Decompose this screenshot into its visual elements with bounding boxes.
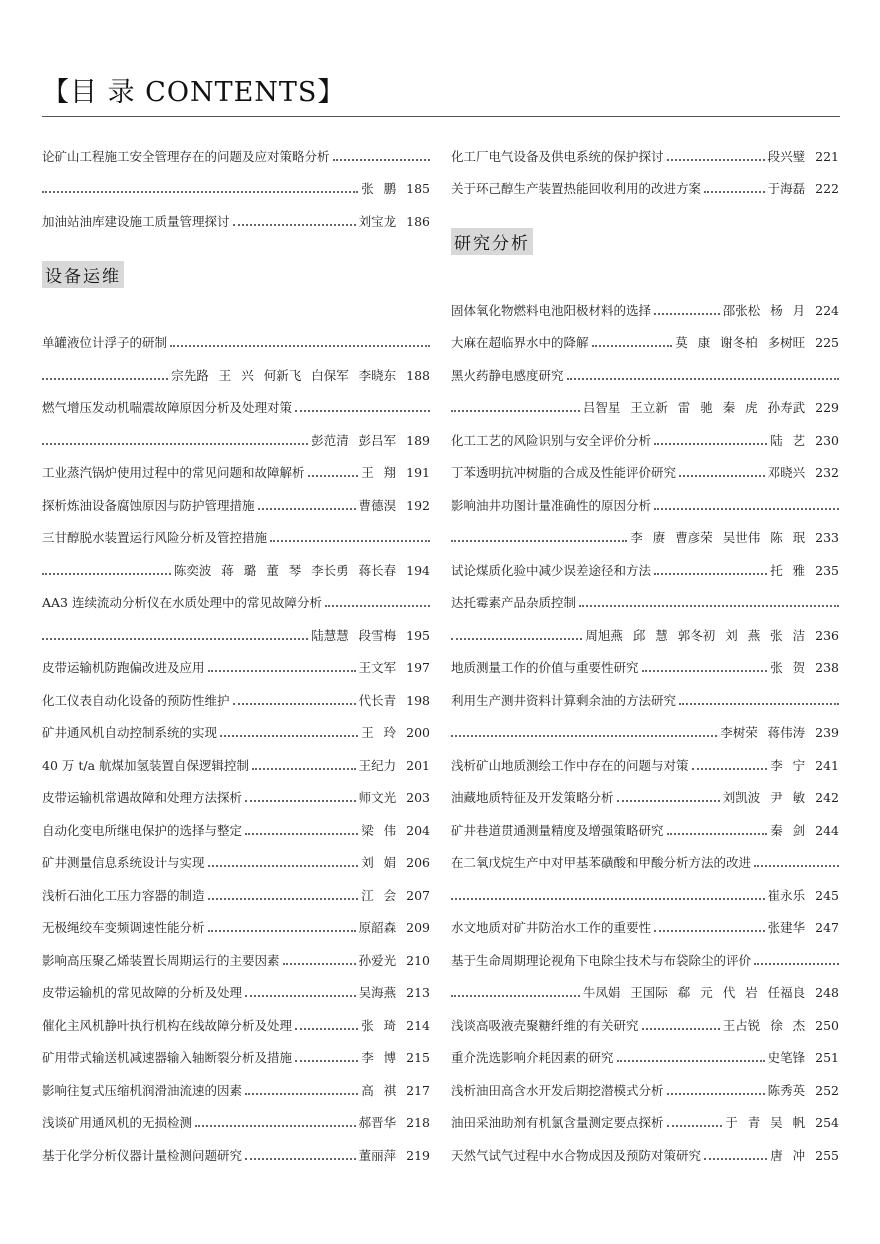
entry-author-page: 张 琦 214 <box>361 1017 430 1033</box>
dot-leader <box>295 410 430 412</box>
dot-leader <box>170 345 430 347</box>
toc-entry[interactable] <box>42 741 430 774</box>
toc-entry[interactable] <box>451 514 839 547</box>
entry-author-page: 吴海燕 213 <box>358 985 430 1000</box>
entry-author-page: 王文军 197 <box>358 660 430 675</box>
toc-entry[interactable] <box>42 1034 430 1067</box>
entry-title: 利用生产测井资料计算剩余油的方法研究 <box>451 692 677 708</box>
dot-leader <box>667 1125 723 1127</box>
entry-title: 化工厂电气设备及供电系统的保护探讨 <box>451 148 664 164</box>
dot-leader <box>270 540 430 542</box>
toc-entry[interactable] <box>42 936 430 969</box>
dot-leader <box>451 638 582 640</box>
toc-entry[interactable] <box>42 774 430 807</box>
dot-leader <box>208 865 359 867</box>
entry-author-page: 李 宁 241 <box>770 757 839 773</box>
toc-entry[interactable] <box>451 319 839 352</box>
toc-entry[interactable] <box>451 416 839 449</box>
entry-author-page: 邵张松 杨 月 224 <box>722 302 839 318</box>
dot-leader <box>654 508 839 510</box>
entry-author-page: 董丽萍 219 <box>358 1147 430 1163</box>
entry-author-page: 王占锐 徐 杰 250 <box>722 1017 839 1033</box>
dot-leader <box>654 443 767 445</box>
dot-leader <box>258 508 356 510</box>
entry-author-page: 秦 剑 244 <box>770 822 839 838</box>
dot-leader <box>245 995 356 997</box>
toc-entry[interactable] <box>451 1131 839 1164</box>
right-top-list <box>451 132 839 197</box>
entry-title: 催化主风机静叶执行机构在线故障分析及处理 <box>42 1017 293 1033</box>
right-items-list <box>451 286 839 1164</box>
section-title-research <box>451 222 839 255</box>
entry-title: 单罐液位计浮子的研制 <box>42 335 168 350</box>
entry-title: 化工仪表自动化设备的预防性维护 <box>42 692 230 708</box>
dot-leader <box>42 443 308 445</box>
toc-entry[interactable] <box>42 644 430 677</box>
toc-entry[interactable] <box>42 806 430 839</box>
dot-leader <box>451 540 627 542</box>
dot-leader <box>233 703 356 705</box>
toc-entry[interactable] <box>451 969 839 1002</box>
entry-author-page: 周旭燕 邱 慧 郭冬初 刘 燕 张 洁 236 <box>585 627 839 643</box>
section-label: 研究分析 <box>451 228 533 255</box>
toc-entry[interactable] <box>42 546 430 579</box>
toc-entry[interactable] <box>451 384 839 417</box>
toc-entry[interactable] <box>42 1131 430 1164</box>
dot-leader <box>295 1028 358 1030</box>
dot-leader <box>283 963 356 965</box>
entry-title: 大麻在超临界水中的降解 <box>451 335 589 350</box>
left-items-list <box>42 319 430 1164</box>
entry-title: 浅谈高吸液壳聚糖纤维的有关研究 <box>451 1017 639 1033</box>
dot-leader <box>754 963 839 965</box>
dot-leader <box>208 670 356 672</box>
entry-author-page: 郝晋华 218 <box>358 1115 430 1130</box>
toc-entry[interactable] <box>451 351 839 384</box>
entry-author-page: 刘宝龙 186 <box>358 213 430 229</box>
toc-entry[interactable] <box>451 806 839 839</box>
toc-entry[interactable] <box>451 1034 839 1067</box>
toc-entry[interactable] <box>42 969 430 1002</box>
entry-author-page: 李 赓 曹彦荣 吴世伟 陈 珉 233 <box>630 530 839 545</box>
dot-leader <box>451 995 580 997</box>
entry-author-page: 彭范清 彭吕军 189 <box>311 432 430 448</box>
toc-entry[interactable] <box>42 384 430 417</box>
toc-entry[interactable] <box>42 1001 430 1034</box>
dot-leader <box>704 191 765 193</box>
toc-entry[interactable] <box>42 839 430 872</box>
entry-author-page: 于海磊 222 <box>767 181 839 196</box>
contents-title: 【目 录 CONTENTS】 <box>42 77 346 108</box>
entry-title: 工业蒸汽锅炉使用过程中的常见问题和故障解析 <box>42 465 305 480</box>
dot-leader <box>654 573 767 575</box>
dot-leader <box>325 605 430 607</box>
dot-leader <box>295 1060 358 1062</box>
toc-entry[interactable] <box>451 481 839 514</box>
entry-title: 燃气增压发动机喘震故障原因分析及处理对策 <box>42 400 293 415</box>
toc-entry[interactable] <box>42 481 430 514</box>
entry-title: 40 万 t/a 航煤加氢装置自保逻辑控制 <box>42 757 250 773</box>
toc-entry[interactable] <box>42 1099 430 1132</box>
entry-author-page: 于 青 吴 帆 254 <box>725 1115 839 1130</box>
entry-author-page: 江 会 207 <box>361 887 430 903</box>
dot-leader <box>245 1093 358 1095</box>
dot-leader <box>245 833 358 835</box>
entry-author-page: 高 祺 217 <box>361 1082 430 1098</box>
header-divider <box>42 116 840 117</box>
toc-entry[interactable] <box>451 449 839 482</box>
entry-title: 油田采油助剂有机氯含量测定要点探析 <box>451 1115 664 1130</box>
entry-title: AA3 连续流动分析仪在水质处理中的常见故障分析 <box>42 595 322 610</box>
dot-leader <box>252 768 356 770</box>
toc-entry[interactable] <box>451 132 839 165</box>
dot-leader <box>208 898 359 900</box>
entry-title: 影响往复式压缩机润滑油流速的因素 <box>42 1082 243 1098</box>
entry-title: 矿井通风机自动控制系统的实现 <box>42 725 218 740</box>
dot-leader <box>451 410 580 412</box>
entry-author-page: 宗先路 王 兴 何新飞 白保军 李晓东 188 <box>171 367 430 383</box>
dot-leader <box>667 833 768 835</box>
entry-author-page: 曹德淏 192 <box>358 497 430 513</box>
entry-title: 论矿山工程施工安全管理存在的问题及应对策略分析 <box>42 148 330 164</box>
dot-leader <box>42 378 168 380</box>
dot-leader <box>642 670 768 672</box>
entry-title: 三甘醇脱水装置运行风险分析及管控措施 <box>42 530 268 545</box>
dot-leader <box>195 1125 356 1127</box>
entry-author-page: 崔永乐 245 <box>767 887 839 903</box>
entry-author-page: 邓晓兴 232 <box>767 465 839 480</box>
toc-entry[interactable] <box>451 839 839 872</box>
entry-author-page: 唐 冲 255 <box>770 1147 839 1163</box>
entry-title: 达托霉素产品杂质控制 <box>451 595 577 610</box>
entry-author-page: 王纪力 201 <box>358 757 430 773</box>
toc-entry[interactable] <box>451 1001 839 1034</box>
toc-entry[interactable] <box>451 546 839 579</box>
entry-title: 试论煤质化验中减少误差途径和方法 <box>451 562 652 578</box>
right-column <box>451 132 839 1164</box>
entry-author-page: 托 雅 235 <box>770 562 839 578</box>
toc-entry[interactable] <box>451 165 839 198</box>
entry-author-page: 陈奕波 蒋 璐 董 琴 李长勇 蒋长春 194 <box>173 562 430 578</box>
entry-author-page: 张 鹏 185 <box>361 181 430 196</box>
entry-title: 浅析油田高含水开发后期挖潜模式分析 <box>451 1082 664 1098</box>
entry-title: 皮带运输机的常见故障的分析及处理 <box>42 985 243 1000</box>
dot-leader <box>333 159 430 161</box>
entry-title: 影响油井功图计量准确性的原因分析 <box>451 497 652 513</box>
toc-entry[interactable] <box>42 1066 430 1099</box>
entry-title: 水文地质对矿井防治水工作的重要性 <box>451 920 652 935</box>
dot-leader <box>667 1093 765 1095</box>
dot-leader <box>451 898 765 900</box>
entry-author-page: 代长青 198 <box>358 692 430 708</box>
dot-leader <box>208 930 356 932</box>
left-top-list <box>42 132 430 230</box>
toc-entry[interactable] <box>451 286 839 319</box>
toc-entry[interactable] <box>451 904 839 937</box>
dot-leader <box>642 1028 720 1030</box>
entry-title: 矿用带式输送机减速器输入轴断裂分析及措施 <box>42 1050 293 1065</box>
dot-leader <box>617 800 720 802</box>
section-label: 设备运维 <box>42 261 124 288</box>
dot-leader <box>579 605 839 607</box>
toc-entry[interactable] <box>42 449 430 482</box>
entry-title: 浅谈矿用通风机的无损检测 <box>42 1115 193 1130</box>
dot-leader <box>704 1158 767 1160</box>
toc-entry[interactable] <box>42 514 430 547</box>
entry-title: 皮带运输机防跑偏改进及应用 <box>42 660 205 675</box>
entry-author-page: 段兴璧 221 <box>767 148 839 164</box>
entry-author-page: 刘 娟 206 <box>361 855 430 870</box>
dot-leader <box>592 345 673 347</box>
toc-entry[interactable] <box>451 709 839 742</box>
toc-entry[interactable] <box>42 351 430 384</box>
left-column <box>42 132 430 1164</box>
dot-leader <box>451 735 717 737</box>
entry-author-page: 张 贺 238 <box>770 660 839 675</box>
entry-title: 浅析石油化工压力容器的制造 <box>42 887 205 903</box>
entry-title: 天然气试气过程中水合物成因及预防对策研究 <box>451 1147 702 1163</box>
entry-title: 重介洗选影响介耗因素的研究 <box>451 1050 614 1065</box>
dot-leader <box>654 930 765 932</box>
toc-entry[interactable] <box>42 611 430 644</box>
entry-author-page: 李树荣 蒋伟涛 239 <box>720 725 839 740</box>
dot-leader <box>42 191 358 193</box>
toc-entry[interactable] <box>451 676 839 709</box>
dot-leader <box>42 638 308 640</box>
toc-entry[interactable] <box>42 165 430 198</box>
entry-title: 油藏地质特征及开发策略分析 <box>451 790 614 805</box>
dot-leader <box>692 768 768 770</box>
entry-title: 矿井巷道贯通测量精度及增强策略研究 <box>451 822 664 838</box>
entry-title: 丁苯透明抗冲树脂的合成及性能评价研究 <box>451 465 677 480</box>
dot-leader <box>679 475 765 477</box>
dot-leader <box>245 1158 356 1160</box>
entry-title: 加油站油库建设施工质量管理探讨 <box>42 213 230 229</box>
entry-author-page: 陆 艺 230 <box>770 432 839 448</box>
entry-author-page: 王 玲 200 <box>361 725 430 740</box>
dot-leader <box>679 703 839 705</box>
dot-leader <box>667 159 765 161</box>
entry-title: 固体氧化物燃料电池阳极材料的选择 <box>451 302 652 318</box>
entry-author-page: 史笔锋 251 <box>767 1050 839 1065</box>
entry-title: 基于生命周期理论视角下电除尘技术与布袋除尘的评价 <box>451 952 752 968</box>
section-title-equipment <box>42 255 430 288</box>
dot-leader <box>233 224 356 226</box>
entry-title: 关于环己醇生产装置热能回收利用的改进方案 <box>451 181 702 196</box>
entry-title: 地质测量工作的价值与重要性研究 <box>451 660 639 675</box>
dot-leader <box>754 865 839 867</box>
toc-entry[interactable] <box>42 132 430 165</box>
entry-author-page: 师文光 203 <box>358 790 430 805</box>
dot-leader <box>308 475 359 477</box>
entry-title: 基于化学分析仪器计量检测问题研究 <box>42 1147 243 1163</box>
dot-leader <box>567 378 839 380</box>
dot-leader <box>42 573 171 575</box>
entry-title: 在二氧戊烷生产中对甲基苯磺酸和甲酸分析方法的改进 <box>451 855 752 870</box>
entry-author-page: 牛凤娟 王国际 郗 元 代 岩 任福良 248 <box>582 985 839 1000</box>
toc-entry[interactable] <box>42 676 430 709</box>
dot-leader <box>245 800 356 802</box>
toc-entry[interactable] <box>451 774 839 807</box>
entry-title: 皮带运输机常遇故障和处理方法探析 <box>42 790 243 805</box>
entry-author-page: 王 翔 191 <box>361 465 430 480</box>
entry-title: 矿井测量信息系统设计与实现 <box>42 855 205 870</box>
entry-title: 自动化变电所继电保护的选择与整定 <box>42 822 243 838</box>
dot-leader <box>220 735 358 737</box>
toc-entry[interactable] <box>42 709 430 742</box>
entry-title: 探析炼油设备腐蚀原因与防护管理措施 <box>42 497 255 513</box>
toc-entry[interactable] <box>42 904 430 937</box>
entry-author-page: 原韶森 209 <box>358 920 430 935</box>
entry-author-page: 张建华 247 <box>767 920 839 935</box>
entry-title: 浅析矿山地质测绘工作中存在的问题与对策 <box>451 757 689 773</box>
toc-entry[interactable] <box>451 1066 839 1099</box>
entry-author-page: 陆慧慧 段雪梅 195 <box>311 627 430 643</box>
toc-entry[interactable] <box>451 579 839 612</box>
toc-entry[interactable] <box>42 579 430 612</box>
entry-title: 影响高压聚乙烯装置长周期运行的主要因素 <box>42 952 280 968</box>
entry-title: 黑火药静电感度研究 <box>451 367 564 383</box>
toc-entry[interactable] <box>451 871 839 904</box>
entry-author-page: 刘凯波 尹 敏 242 <box>722 790 839 805</box>
entry-author-page: 梁 伟 204 <box>361 822 430 838</box>
entry-author-page: 陈秀英 252 <box>767 1082 839 1098</box>
toc-entry[interactable] <box>451 936 839 969</box>
entry-author-page: 李 博 215 <box>361 1050 430 1065</box>
entry-author-page: 吕智星 王立新 雷 驰 秦 虎 孙寿武 229 <box>582 400 839 415</box>
entry-title: 无极绳绞车变频调速性能分析 <box>42 920 205 935</box>
toc-entry[interactable] <box>42 416 430 449</box>
toc-entry[interactable] <box>451 741 839 774</box>
entry-author-page: 孙爱光 210 <box>358 952 430 968</box>
toc-entry[interactable] <box>42 319 430 352</box>
toc-entry[interactable] <box>451 1099 839 1132</box>
toc-entry[interactable] <box>451 644 839 677</box>
toc-entry[interactable] <box>42 871 430 904</box>
entry-author-page: 莫 康 谢冬柏 多树旺 225 <box>675 335 839 350</box>
dot-leader <box>617 1060 765 1062</box>
toc-entry[interactable] <box>451 611 839 644</box>
dot-leader <box>654 313 720 315</box>
entry-title: 化工工艺的风险识别与安全评价分析 <box>451 432 652 448</box>
toc-entry[interactable] <box>42 197 430 230</box>
